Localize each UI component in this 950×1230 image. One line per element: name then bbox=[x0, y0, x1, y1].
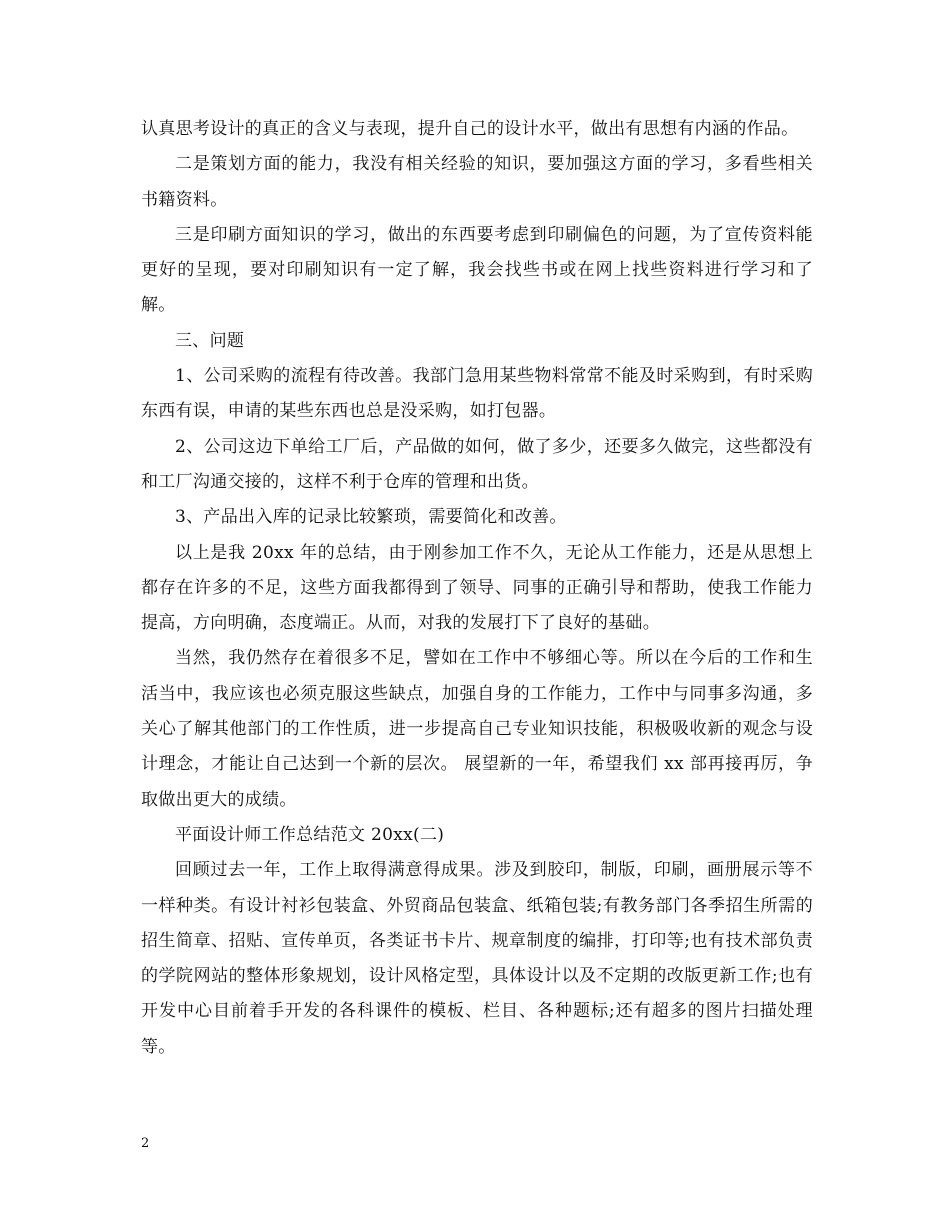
section-heading-problems: 三、问题 bbox=[175, 330, 245, 351]
paragraph-review: 回顾过去一年，工作上取得满意得成果。涉及到胶印，制版，印刷，画册展示等不一样种类。有设计衬衫包装盒、外贸商品包装盒、纸箱包装;有教务部门各季招生所需的招生简章、招贴、宣传单页，各类证书卡片、规章制度的编排，打印等;也有技术部负责的学院网站的整体形象规划，设计风格定型，具体设计以及不定期的改版更新工作;也有开发中心目前着手开发的各科课件的模板、栏目、各种题标;还有超多的图片扫描处理等。 bbox=[141, 860, 813, 1057]
section-title-sample-two: 平面设计师工作总结范文 20xx(二) bbox=[175, 824, 445, 845]
paragraph-outlook: 当然，我仍然存在着很多不足，譬如在工作中不够细心等。所以在今后的工作和生活当中，我应该也必须克服这些缺点，加强自身的工作能力，工作中与同事多沟通，多关心了解其他部门的工作性质，进一步提高自己专业知识技能，积极吸收新的观念与设计理念，才能让自己达到一个新的层次。 展望新的一年，希望我们 xx 部再接再厉，争取做出更大的成绩。 bbox=[141, 648, 813, 810]
paragraph-problem-1: 1、公司采购的流程有待改善。我部门急用某些物料常常不能及时采购到，有时采购东西有误，申请的某些东西也总是没采购，如打包器。 bbox=[141, 366, 813, 422]
paragraph-printing-knowledge: 三是印刷方面知识的学习，做出的东西要考虑到印刷偏色的问题，为了宣传资料能更好的呈现，要对印刷知识有一定了解，我会找些书或在网上找些资料进行学习和了解。 bbox=[141, 224, 813, 316]
paragraph-summary: 以上是我 20xx 年的总结，由于刚参加工作不久，无论从工作能力，还是从思想上都存在许多的不足，这些方面我都得到了领导、同事的正确引导和帮助，使我工作能力提高，方向明确，态度端正。从而，对我的发展打下了良好的基础。 bbox=[141, 542, 813, 634]
paragraph-problem-2: 2、公司这边下单给工厂后，产品做的如何，做了多少，还要多久做完，这些都没有和工厂沟通交接的，这样不利于仓库的管理和出货。 bbox=[141, 436, 813, 492]
document-body bbox=[141, 112, 813, 1065]
page-number: 2 bbox=[141, 1136, 150, 1151]
paragraph-problem-3: 3、产品出入库的记录比较繁琐，需要简化和改善。 bbox=[175, 507, 567, 528]
paragraph-continuation: 认真思考设计的真正的含义与表现，提升自己的设计水平，做出有思想有内涵的作品。 bbox=[141, 119, 799, 139]
paragraph-planning-skills: 二是策划方面的能力，我没有相关经验的知识，要加强这方面的学习，多看些相关书籍资料。 bbox=[141, 154, 813, 210]
